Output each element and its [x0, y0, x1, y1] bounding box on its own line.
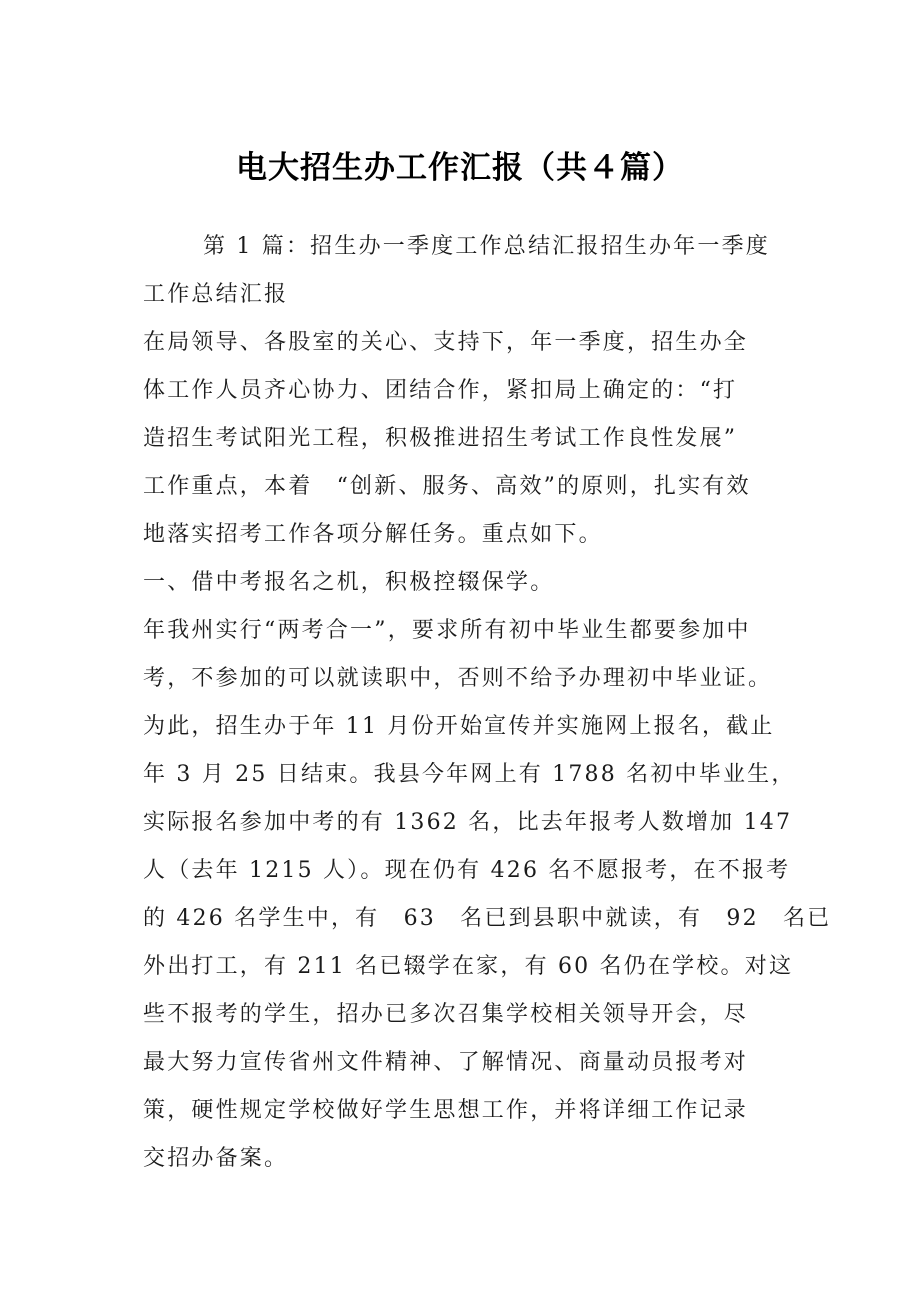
paragraph-line: 工作总结汇报 — [143, 282, 289, 307]
paragraph-line: 的 426 名学生中，有 63 名已到县职中就读，有 92 名已 — [143, 906, 832, 931]
paragraph-line: 造招生考试阳光工程，积极推进招生考试工作良性发展” — [143, 426, 738, 451]
paragraph-line: 人（去年 1215 人）。现在仍有 426 名不愿报考，在不报考 — [143, 858, 791, 883]
subsection-heading: 一、借中考报名之机，积极控辍保学。 — [143, 570, 555, 595]
paragraph-line: 工作重点，本着 “创新、服务、高效”的原则，扎实有效 — [143, 474, 751, 499]
paragraph-line: 年 3 月 25 日结束。我县今年网上有 1788 名初中毕业生， — [143, 762, 796, 787]
document-title: 电大招生办工作汇报（共４篇） — [236, 150, 684, 186]
paragraph-line: 为此，招生办于年 11 月份开始宣传并实施网上报名，截止 — [143, 714, 775, 739]
paragraph-line: 策，硬性规定学校做好学生思想工作，并将详细工作记录 — [143, 1098, 749, 1123]
paragraph-line: 外出打工，有 211 名已辍学在家，有 60 名仍在学校。对这 — [143, 954, 794, 979]
paragraph-line: 地落实招考工作各项分解任务。重点如下。 — [143, 522, 603, 547]
paragraph-line: 考，不参加的可以就读职中，否则不给予办理初中毕业证。 — [143, 666, 773, 691]
paragraph-line: 最大努力宣传省州文件精神、了解情况、商量动员报考对 — [143, 1050, 749, 1075]
paragraph-line: 体工作人员齐心协力、团结合作，紧扣局上确定的：“打 — [143, 378, 738, 403]
paragraph-line: 在局领导、各股室的关心、支持下，年一季度，招生办全 — [143, 330, 749, 355]
paragraph-line: 实际报名参加中考的有 1362 名，比去年报考人数增加 147 — [143, 810, 793, 835]
paragraph-line: 交招办备案。 — [143, 1146, 289, 1171]
paragraph-line: 些不报考的学生，招办已多次召集学校相关领导开会，尽 — [143, 1002, 749, 1027]
section-heading: 第 1 篇：招生办一季度工作总结汇报招生办年一季度 — [203, 234, 770, 259]
paragraph-line: 年我州实行“两考合一”，要求所有初中毕业生都要参加中 — [143, 618, 751, 643]
